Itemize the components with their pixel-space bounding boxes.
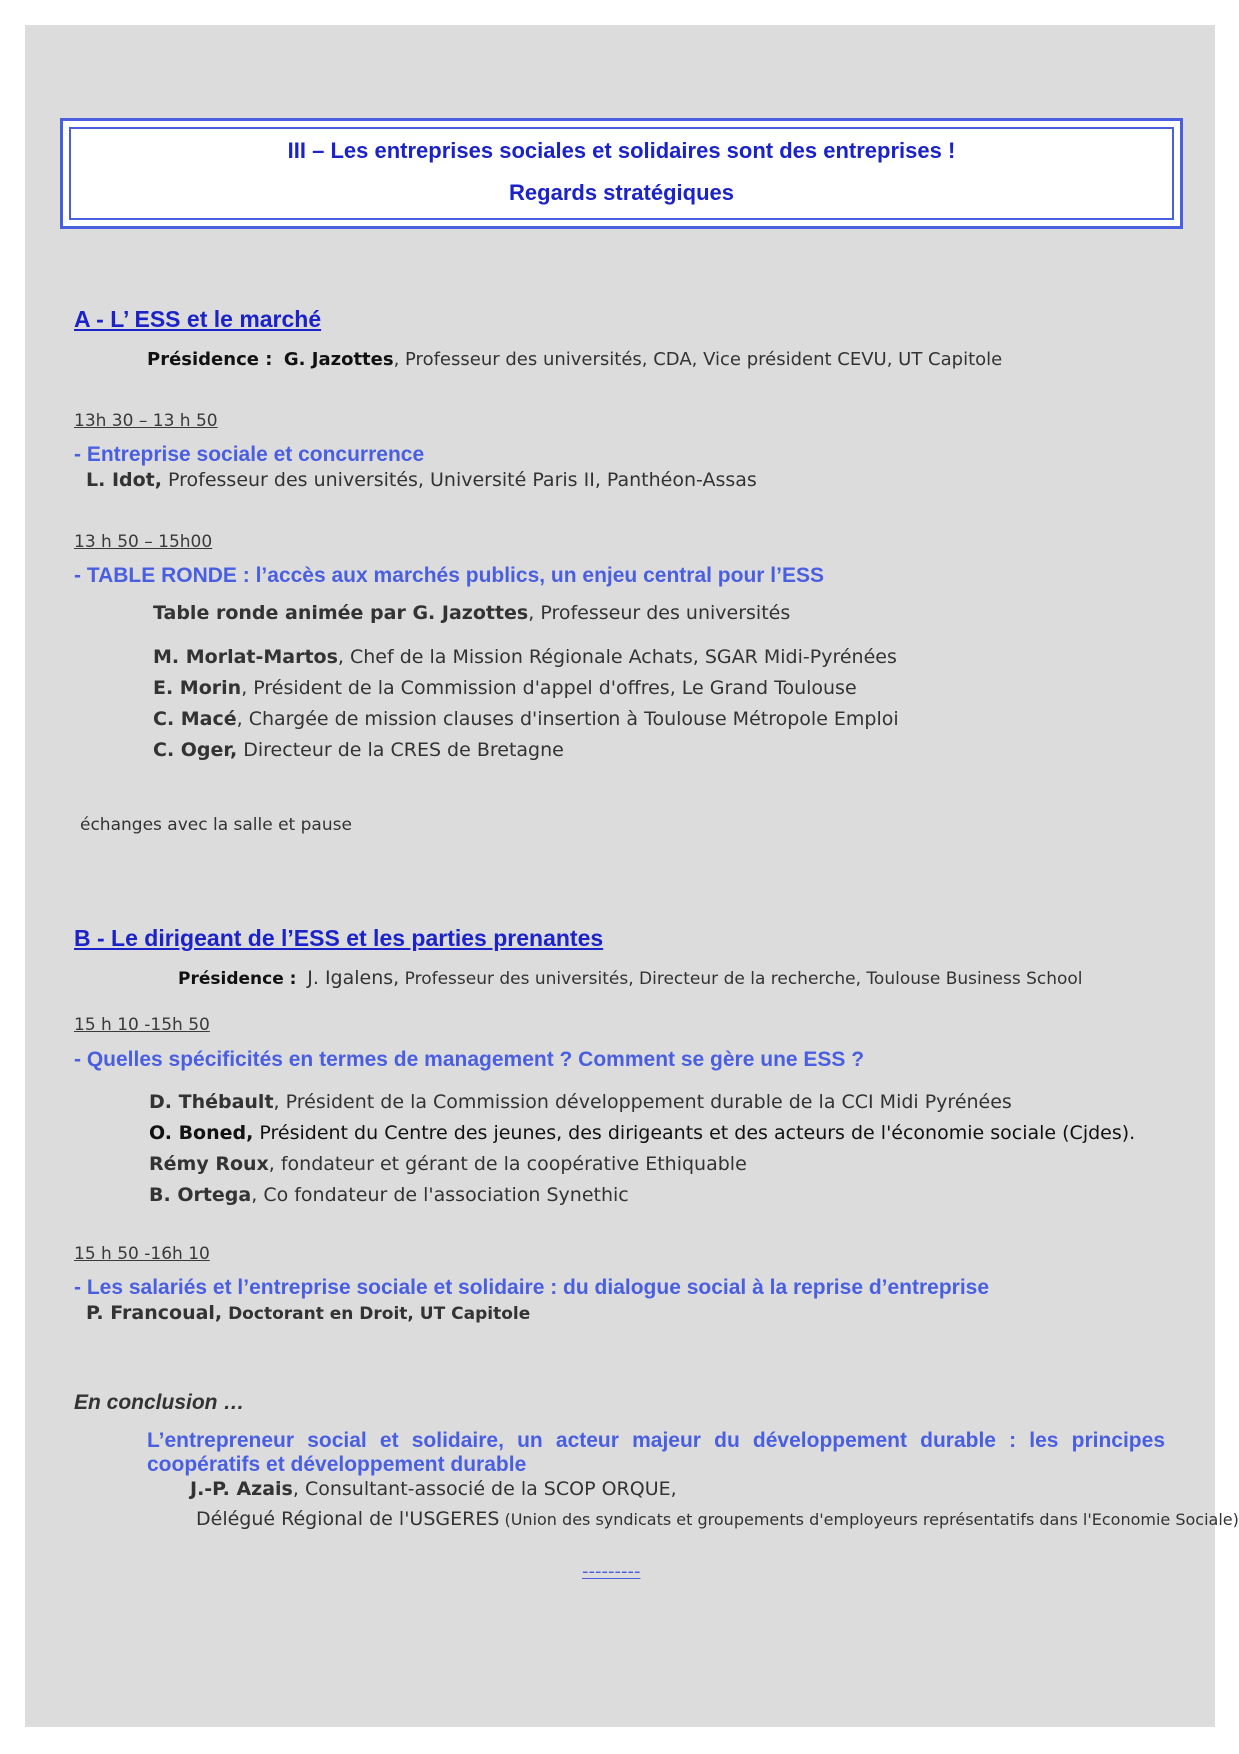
talk-title: - TABLE RONDE : l’accès aux marchés publics, un enjeu central pour l’ESS: [74, 564, 824, 587]
moderator-desc: , Professeur des universités: [528, 602, 791, 624]
speaker-role: Délégué Régional de l'USGERES: [196, 1508, 500, 1530]
speaker-line: [190, 1478, 677, 1500]
title-line-2: Regards stratégiques: [509, 180, 734, 205]
speaker-name: O. Boned,: [149, 1122, 254, 1144]
presidence-desc: Professeur des universités, Directeur de la recherche, Toulouse Business School: [399, 969, 1083, 989]
presidence-name: J. Igalens,: [307, 967, 400, 989]
speaker-role-detail: (Union des syndicats et groupements d'employeurs représentatifs dans l'Economie Sociale): [499, 1510, 1239, 1529]
panelist-line: [153, 646, 897, 668]
speaker-desc: , Co fondateur de l'association Synethic: [251, 1184, 629, 1206]
title-box: [60, 118, 1183, 229]
speaker-name: B. Ortega: [149, 1184, 252, 1206]
speaker-name: L. Idot,: [86, 469, 162, 491]
panelist-name: M. Morlat-Martos: [153, 646, 338, 668]
conclusion-label: En conclusion …: [74, 1391, 245, 1414]
talk-time: 15 h 50 -16h 10: [74, 1244, 210, 1264]
panelist-line: [153, 739, 564, 761]
speaker-role-line: [196, 1508, 1239, 1530]
talk-time: 13h 30 – 13 h 50: [74, 411, 218, 431]
speaker-line: [86, 469, 757, 491]
section-b-presidence: [178, 967, 1083, 989]
panelist-name: C. Oger,: [153, 739, 238, 761]
speaker-desc: Doctorant en Droit, UT Capitole: [222, 1304, 531, 1324]
presidence-label: Présidence :: [147, 349, 273, 370]
section-a-heading: A - L’ ESS et le marché: [74, 306, 322, 332]
speaker-line: [149, 1153, 747, 1175]
break-note: échanges avec la salle et pause: [80, 815, 352, 835]
end-separator: ---------: [582, 1561, 641, 1582]
panelist-desc: , Président de la Commission d'appel d'offres, Le Grand Toulouse: [241, 677, 857, 699]
panelist-line: [153, 708, 899, 730]
talk-title: - Entreprise sociale et concurrence: [74, 443, 425, 466]
talk-time: 15 h 10 -15h 50: [74, 1015, 210, 1035]
panelist-name: C. Macé: [153, 708, 237, 730]
moderator-name: Table ronde animée par G. Jazottes: [153, 602, 529, 624]
speaker-desc: , Président de la Commission développement durable de la CCI Midi Pyrénées: [273, 1091, 1012, 1113]
presidence-desc: , Professeur des universités, CDA, Vice président CEVU, UT Capitole: [393, 349, 1003, 370]
moderator-line: [153, 602, 790, 624]
speaker-desc: Professeur des universités, Université Paris II, Panthéon-Assas: [161, 469, 757, 491]
speaker-name: D. Thébault: [149, 1091, 274, 1113]
talk-title: - Quelles spécificités en termes de management ? Comment se gère une ESS ?: [74, 1048, 865, 1071]
panelist-desc: , Chargée de mission clauses d'insertion à Toulouse Métropole Emploi: [236, 708, 899, 730]
talk-title: - Les salariés et l’entreprise sociale et solidaire : du dialogue social à la reprise d’entreprise: [74, 1276, 990, 1299]
speaker-line: [149, 1091, 1012, 1113]
panelist-line: [153, 677, 857, 699]
section-b-heading: B - Le dirigeant de l’ESS et les parties prenantes: [74, 925, 604, 951]
talk-time: 13 h 50 – 15h00: [74, 532, 213, 552]
speaker-desc: Président du Centre des jeunes, des dirigeants et des acteurs de l'économie sociale (Cjdes).: [253, 1122, 1136, 1144]
speaker-line: [149, 1122, 1135, 1144]
title-line-1: III – Les entreprises sociales et solidaires sont des entreprises !: [287, 138, 956, 163]
speaker-name: Rémy Roux: [149, 1153, 269, 1175]
panelist-desc: , Chef de la Mission Régionale Achats, SGAR Midi-Pyrénées: [337, 646, 897, 668]
presidence-name: G. Jazottes: [283, 349, 394, 370]
conclusion-talk-title: L’entrepreneur social et solidaire, un acteur majeur du développement durable : les principes coopératifs et développement durable: [147, 1429, 1165, 1476]
presidence-label: Présidence :: [178, 969, 297, 989]
panelist-name: E. Morin: [153, 677, 242, 699]
section-a-presidence: [147, 349, 1002, 370]
speaker-line: [149, 1184, 629, 1206]
panelist-desc: Directeur de la CRES de Bretagne: [237, 739, 564, 761]
speaker-name: P. Francoual,: [86, 1302, 223, 1324]
speaker-desc: , fondateur et gérant de la coopérative Ethiquable: [268, 1153, 747, 1175]
speaker-desc: , Consultant-associé de la SCOP ORQUE,: [292, 1478, 677, 1500]
speaker-name: J.-P. Azais: [190, 1478, 293, 1500]
speaker-line: [86, 1302, 530, 1324]
